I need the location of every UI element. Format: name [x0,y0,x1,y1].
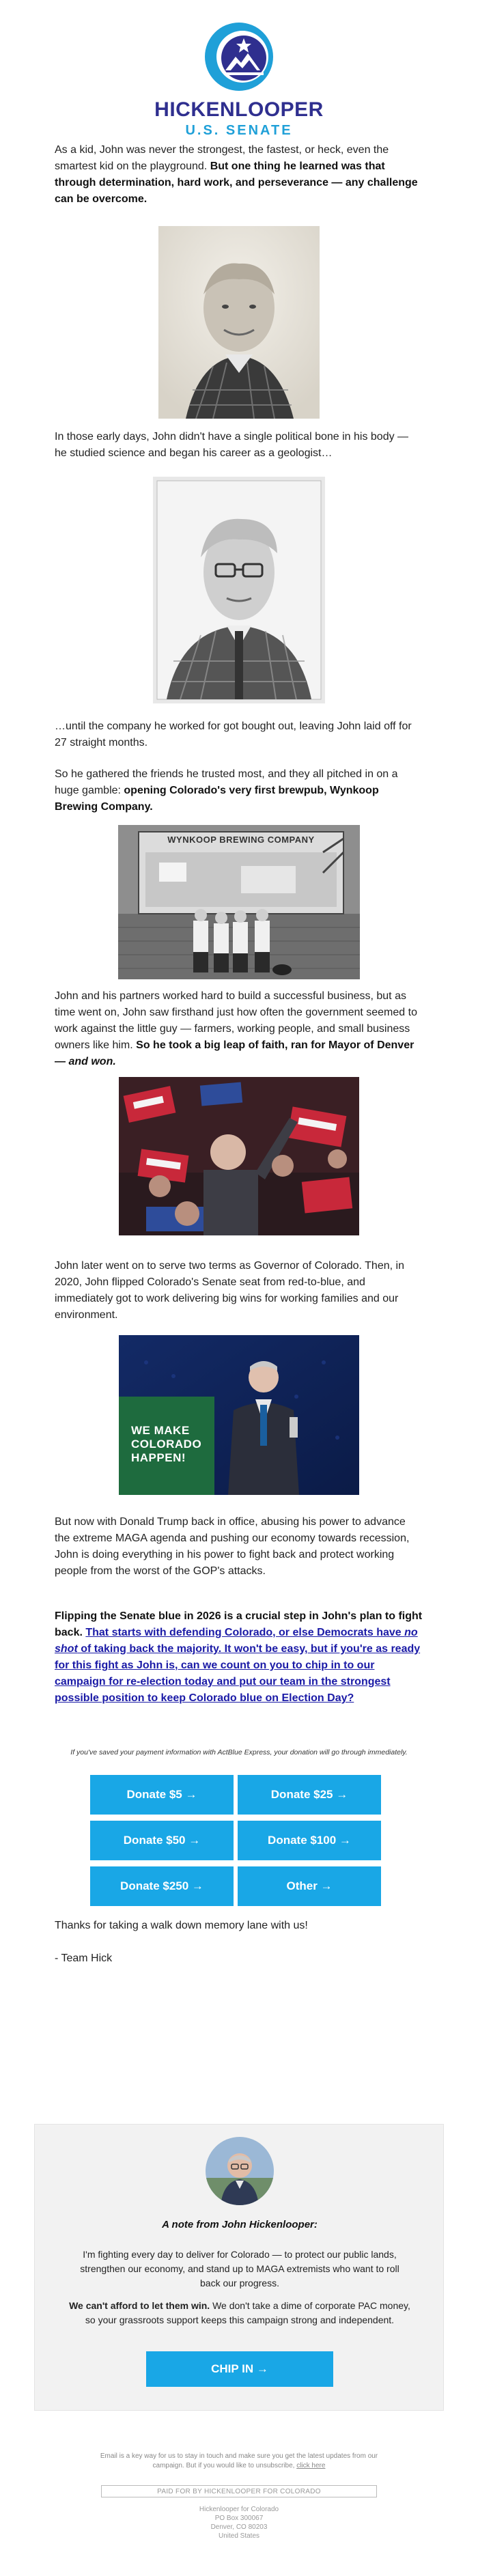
senate-rally-photo [119,1335,359,1495]
story-paragraph-8: Flipping the Senate blue in 2026 is a crucial step in John's plan to fight back. That starts with defending Colorado, or else Democrats have no shot of taking back the majority. It won't be easy, but if you're as ready for this fight as John is, can we count on you to chip in to our campaign for re-election today and put our team in the strongest possible position to keep Colorado blue on Election Day? [55,1610,423,1704]
logo-subtitle: U.S. SENATE [185,123,293,138]
mayor-victory-photo [119,1077,359,1235]
mountain-star-c-logo-icon [201,19,277,94]
note-title: A note from John Hickenlooper: [162,2219,318,2230]
childhood-photo [158,226,320,419]
unsubscribe-link[interactable]: click here [296,2462,326,2469]
note-from-john-box [34,2124,444,2411]
actblue-disclaimer: If you've saved your payment information with ActBlue Express, your donation will go through immediately. [70,1748,408,1756]
donate-250-button[interactable]: Donate $250 → [90,1866,234,1906]
note-paragraph-2: We can't afford to let them win. We don't take a dime of corporate PAC money, so your grassroots support keeps this campaign strong and independent. [69,2300,410,2325]
donate-appeal-link[interactable]: That starts with defending Colorado, or else Democrats have no shot of taking back the majority. It won't be easy, but if you're as ready for this fight as John is, can we count on you to chip in to our campaign for re-election today and put our team in the strongest possible position to keep Colorado blue on Election Day? [55,1627,421,1704]
story-paragraph-2: In those early days, John didn't have a single political bone in his body — he studied science and began his career as a geologist… [55,431,409,459]
story-paragraph-7: But now with Donald Trump back in office, abusing his power to advance the extreme MAGA agenda and pushing our economy towards recession, John is doing everything in his power to fight back and protect working people from the worst of the GOP's attacks. [55,1516,410,1577]
teen-photo [153,477,325,703]
campaign-logo [0,19,478,139]
note-paragraph-1: I'm fighting every day to deliver for Colorado — to protect our public lands, strengthen our economy, and stand up to MAGA extremists who want to roll back our progress. [80,2249,399,2288]
story-paragraph-5: John and his partners worked hard to build a successful business, but as time went on, John saw firsthand just how often the government seemed to work against the little guy — farmers, working people, and small business owners like him. So he took a big leap of faith, ran for Mayor of Denver — and won. [55,990,417,1067]
story-paragraph-4: So he gathered the friends he trusted most, and they all pitched in on a huge gamble: opening Colorado's very first brewpub, Wynkoop Brewing Company. [55,768,398,813]
avatar [206,2137,274,2205]
logo-title: HICKENLOOPER [154,98,324,121]
thanks-text: Thanks for taking a walk down memory lane with us! [55,1920,308,1931]
brewery-photo [118,825,360,979]
brewery-sign-text: WYNKOOP BREWING COMPANY [167,835,315,845]
rally-sign-text: WE MAKE COLORADO HAPPEN! [131,1424,202,1464]
donate-100-button[interactable]: Donate $100 → [238,1821,381,1860]
story-paragraph-3: …until the company he worked for got bought out, leaving John laid off for 27 straight months. [55,720,412,748]
chip-in-button[interactable]: CHIP IN → [146,2351,333,2387]
donate-25-button[interactable]: Donate $25 → [238,1775,381,1815]
donate-50-button[interactable]: Donate $50 → [90,1821,234,1860]
donate-5-button[interactable]: Donate $5 → [90,1775,234,1815]
footer-address: Hickenlooper for Colorado PO Box 300067 Denver, CO 80203 United States [199,2506,279,2540]
footer-unsubscribe-text: Email is a key way for us to stay in touch and make sure you get the latest updates from our campaign. But if you would like to unsubscribe, click here [100,2452,378,2469]
story-paragraph-6: John later went on to serve two terms as Governor of Colorado. Then, in 2020, John flipped Colorado's Senate seat from red-to-blue, and immediately got to work delivering big wins for working families and our environment. [55,1260,404,1321]
signoff-text: - Team Hick [55,1952,113,1964]
paid-for-disclaimer: PAID FOR BY HICKENLOOPER FOR COLORADO [101,2485,377,2497]
donate-other-button[interactable]: Other → [238,1866,381,1906]
story-paragraph-1: As a kid, John was never the strongest, the fastest, or heck, even the smartest kid on the playground. But one thing he learned was that through determination, hard work, and perseverance — any challenge can be overcome. [55,144,418,205]
